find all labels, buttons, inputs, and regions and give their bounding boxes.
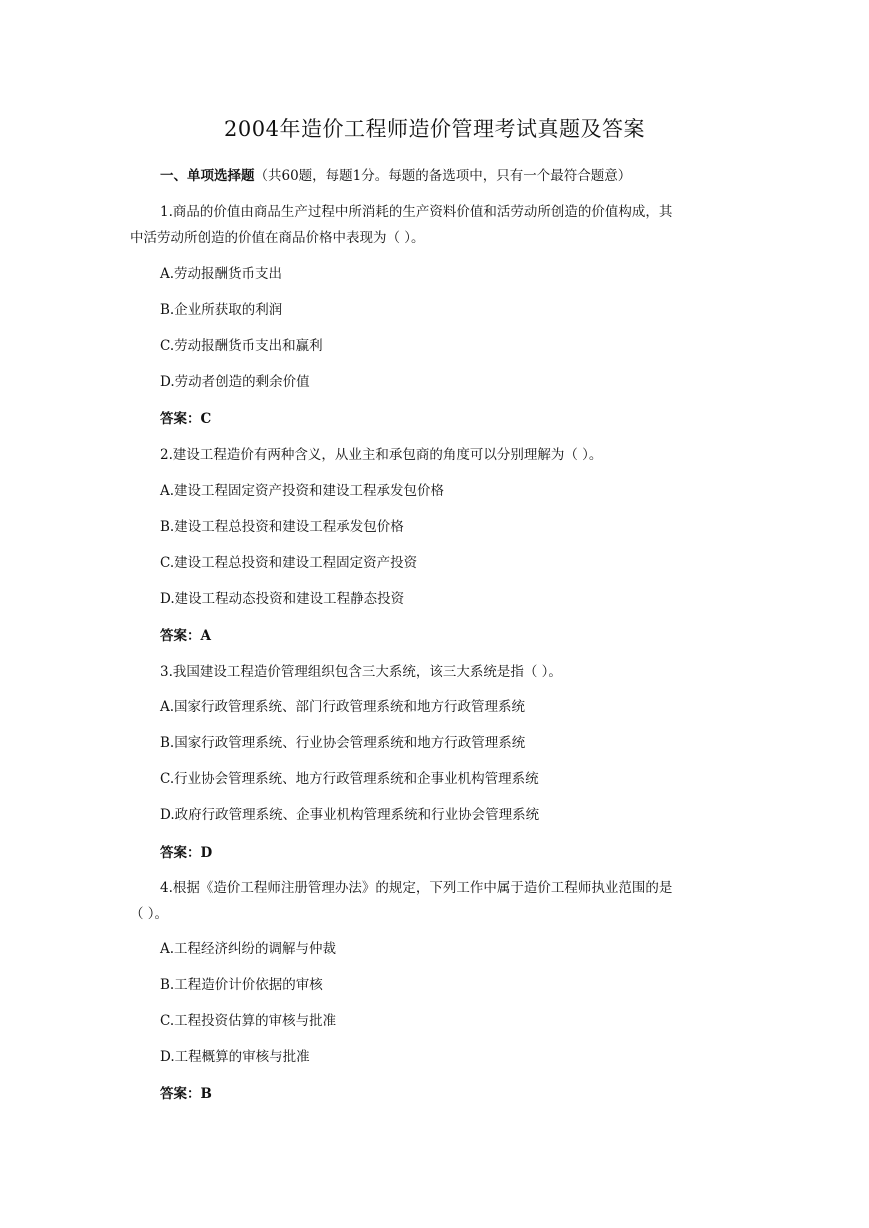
question-3-stem-line-1: 3.我国建设工程造价管理组织包含三大系统，该三大系统是指（ ）。 [160,664,562,680]
section-heading-label: 一、单项选择题 [160,168,255,184]
question-3-answer: 答案：D [160,845,213,861]
section-heading-note: （共60题，每题1分。每题的备选项中，只有一个最符合题意） [254,168,632,184]
question-3-option-b: B.国家行政管理系统、行业协会管理系统和地方行政管理系统 [160,735,526,751]
question-4-option-d: D.工程概算的审核与批准 [160,1049,310,1065]
question-2-option-b: B.建设工程总投资和建设工程承发包价格 [160,519,404,535]
question-4-stem-line-2: （ ）。 [130,906,169,922]
question-1-stem-line-1: 1.商品的价值由商品生产过程中所消耗的生产资料价值和活劳动所创造的价值构成，其 [160,204,673,220]
question-4-option-b: B.工程造价计价依据的审核 [160,977,323,993]
question-2-option-c: C.建设工程总投资和建设工程固定资产投资 [160,555,418,571]
question-1-answer: 答案：C [160,411,212,427]
question-2-answer: 答案：A [160,628,211,644]
question-4-option-a: A.工程经济纠纷的调解与仲裁 [160,941,337,957]
question-2-option-a: A.建设工程固定资产投资和建设工程承发包价格 [160,483,445,499]
question-1-option-b: B.企业所获取的利润 [160,302,283,318]
document-title: 2004年造价工程师造价管理考试真题及答案 [224,117,645,141]
question-4-option-c: C.工程投资估算的审核与批准 [160,1013,337,1029]
question-4-stem-line-1: 4.根据《造价工程师注册管理办法》的规定，下列工作中属于造价工程师执业范围的是 [160,880,673,896]
question-3-option-d: D.政府行政管理系统、企事业机构管理系统和行业协会管理系统 [160,807,540,823]
question-1-option-a: A.劳动报酬货币支出 [160,266,283,282]
question-1-stem-line-2: 中活劳动所创造的价值在商品价格中表现为（ ）。 [130,230,425,246]
section-heading [160,166,780,186]
question-3-option-c: C.行业协会管理系统、地方行政管理系统和企事业机构管理系统 [160,771,539,787]
question-2-option-d: D.建设工程动态投资和建设工程静态投资 [160,591,405,607]
question-1-option-c: C.劳动报酬货币支出和赢利 [160,338,323,354]
question-3-option-a: A.国家行政管理系统、部门行政管理系统和地方行政管理系统 [160,699,526,715]
question-1-option-d: D.劳动者创造的剩余价值 [160,374,310,390]
question-4-answer: 答案：B [160,1086,212,1102]
question-2-stem-line-1: 2.建设工程造价有两种含义，从业主和承包商的角度可以分别理解为（ ）。 [160,447,603,463]
